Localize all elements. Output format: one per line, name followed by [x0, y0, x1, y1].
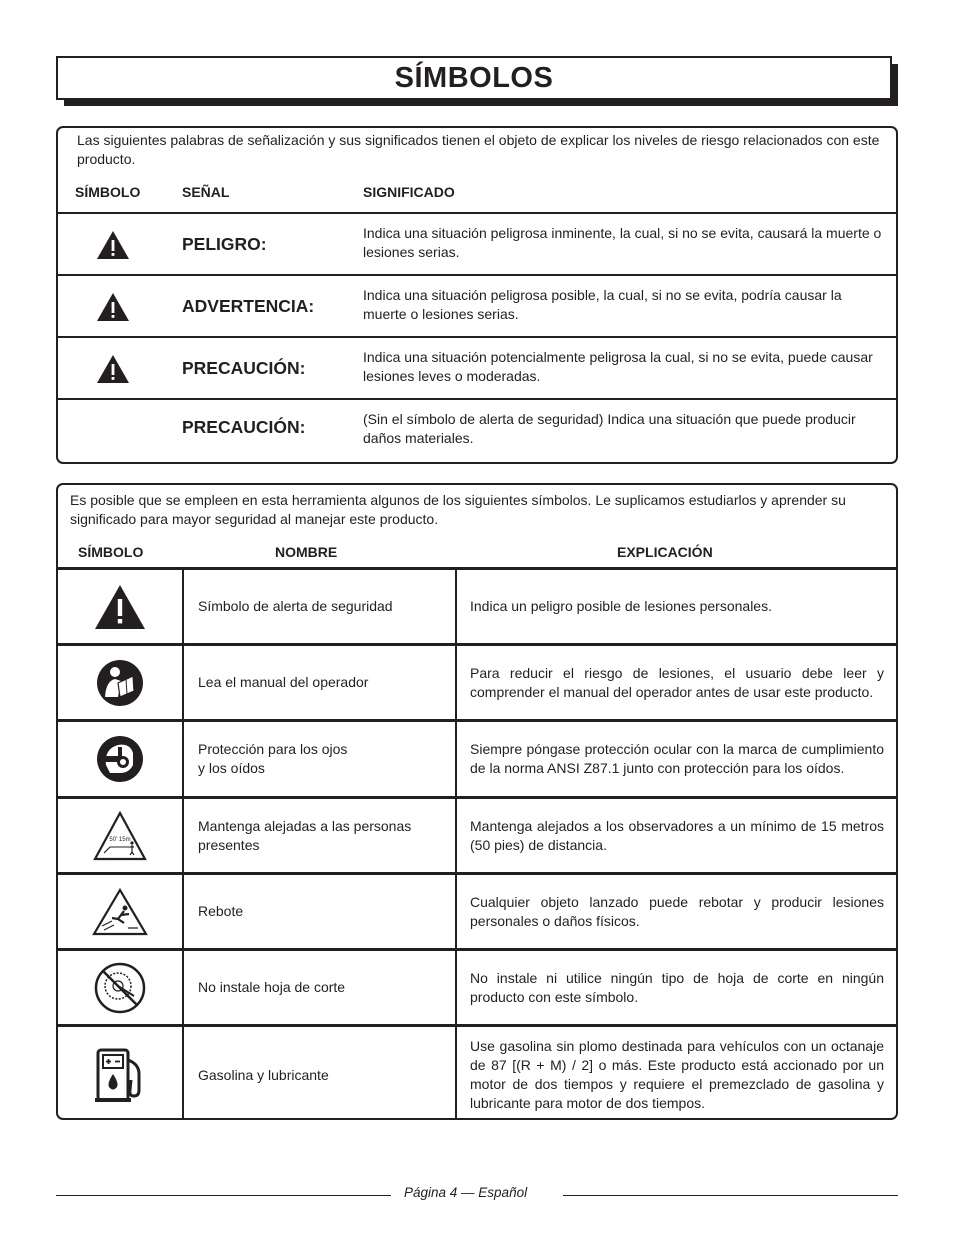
symbol-cell [58, 1027, 184, 1120]
no-blade-icon [94, 962, 146, 1014]
header-symbol: SÍMBOLO [75, 184, 141, 200]
symbol-explanation [457, 875, 896, 948]
signal-meaning: (Sin el símbolo de alerta de seguridad) Indica una situación que puede producir daños materiales. [363, 411, 856, 446]
eye-ear-protection-icon [96, 735, 144, 783]
ricochet-icon [92, 888, 148, 936]
signal-intro: Las siguientes palabras de señalización y sus significados tienen el objeto de explicar los niveles de riesgo relacionados con este producto. [77, 132, 880, 167]
page-title: SÍMBOLOS [56, 56, 892, 100]
signal-word: PRECAUCIÓN: [182, 358, 306, 378]
title-banner [56, 56, 898, 106]
symbol-name: Rebote [184, 875, 457, 948]
signal-meaning: Indica una situación potencialmente peligrosa la cual, si no se evita, puede causar lesiones leves o moderadas. [363, 349, 873, 384]
symbol-name: Lea el manual del operador [184, 646, 457, 719]
header-name: NOMBRE [275, 544, 338, 560]
distance-label: 50' 15m [109, 836, 131, 843]
table-row [58, 1027, 896, 1120]
table-row [58, 722, 896, 799]
symbols-panel [56, 483, 898, 1120]
signal-row [58, 336, 896, 398]
footer-rule-right [563, 1195, 898, 1196]
fuel-pump-icon [91, 1046, 149, 1104]
explanation-text: Indica un peligro posible de lesiones personales. [470, 598, 772, 614]
explanation-text: Mantenga alejados a los observadores a un mínimo de 15 metros (50 pies) de distancia. [470, 817, 884, 853]
header-meaning: SIGNIFICADO [363, 184, 455, 200]
table-row [58, 646, 896, 722]
header-symbol: SÍMBOLO [78, 544, 144, 560]
warning-triangle-icon [96, 354, 130, 384]
page-footer: Página 4 — Español [404, 1185, 528, 1200]
safety-alert-icon [94, 584, 146, 630]
signal-row [58, 212, 896, 274]
symbols-table [58, 567, 896, 1120]
warning-triangle-icon [96, 292, 130, 322]
symbol-cell [58, 875, 184, 948]
symbol-explanation [457, 722, 896, 796]
table-row [58, 875, 896, 951]
explanation-text: Cualquier objeto lanzado puede rebotar y producir lesiones personales o daños físicos. [470, 893, 884, 929]
symbol-cell [58, 799, 184, 872]
keep-bystanders-away-icon [93, 811, 147, 861]
symbol-explanation [457, 1027, 896, 1120]
explanation-text: Siempre póngase protección ocular con la marca de cumplimiento de la norma ANSI Z87.1 junto con protección para los oídos. [470, 741, 884, 776]
signal-meaning: Indica una situación peligrosa posible, la cual, si no se evita, podría causar la muerte o lesiones serias. [363, 287, 842, 322]
symbol-name: Mantenga alejadas a las personas presentes [184, 799, 457, 872]
symbol-cell [58, 570, 184, 643]
explanation-text: Para reducir el riesgo de lesiones, el usuario debe leer y comprender el manual del operador antes de usar este producto. [470, 664, 884, 700]
symbol-name: Gasolina y lubricante [184, 1027, 457, 1120]
symbol-name: No instale hoja de corte [184, 951, 457, 1024]
explanation-text: Use gasolina sin plomo destinada para vehículos con un octanaje de 87 [(R + M) / 2] o más. Este producto está accionado por un motor de dos tiempos y requiere el premezclado de gasolina y lubricante para motor de dos tiempos. [470, 1038, 884, 1111]
symbol-explanation [457, 799, 896, 872]
explanation-text: No instale ni utilice ningún tipo de hoja de corte en ningún producto con este símbolo. [470, 969, 884, 1005]
signal-word: PELIGRO: [182, 234, 267, 254]
symbol-name: Protección para los ojos y los oídos [184, 722, 457, 796]
symbol-cell [58, 951, 184, 1024]
read-manual-icon [96, 659, 144, 707]
signal-word: ADVERTENCIA: [182, 296, 315, 316]
symbol-explanation [457, 951, 896, 1024]
table-row [58, 799, 896, 875]
footer-rule-left [56, 1195, 391, 1196]
header-signal: SEÑAL [182, 184, 230, 200]
symbol-explanation [457, 570, 896, 643]
signal-row [58, 398, 896, 460]
symbols-intro: Es posible que se empleen en esta herramienta algunos de los siguientes símbolos. Le suplicamos estudiarlos y aprender su significado para mayor seguridad al manejar este producto. [70, 492, 846, 527]
table-row [58, 570, 896, 646]
header-explanation: EXPLICACIÓN [617, 544, 713, 560]
symbol-explanation [457, 646, 896, 719]
signal-words-panel [56, 126, 898, 464]
signal-row [58, 274, 896, 336]
symbol-name: Símbolo de alerta de seguridad [184, 570, 457, 643]
signal-meaning: Indica una situación peligrosa inminente, la cual, si no se evita, causará la muerte o lesiones serias. [363, 225, 882, 260]
table-row [58, 951, 896, 1027]
symbol-cell [58, 646, 184, 719]
signal-word: PRECAUCIÓN: [182, 417, 306, 437]
symbol-cell [58, 722, 184, 796]
warning-triangle-icon [96, 230, 130, 260]
